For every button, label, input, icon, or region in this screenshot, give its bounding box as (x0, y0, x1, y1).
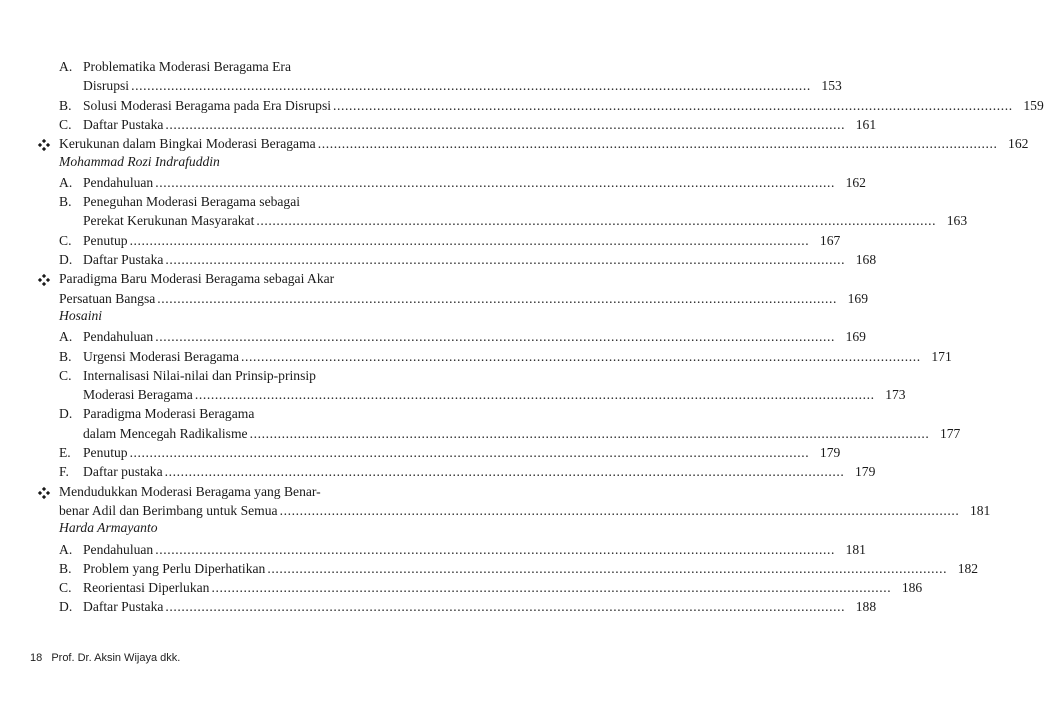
dot-leader (267, 559, 947, 578)
page-number: 163 (946, 213, 968, 229)
toc-entry (59, 443, 841, 462)
item-title: dalam Mencegah Radikalisme (83, 425, 248, 441)
item-title: Pendahuluan (83, 329, 154, 345)
item-title: Penutup (83, 445, 128, 460)
page-number: 162 (845, 174, 866, 190)
item-title: Daftar Pustaka (83, 599, 164, 615)
page-number: 188 (855, 599, 877, 615)
chapter-author: Mohammad Rozi Indrafuddin (59, 153, 220, 169)
item-letter: D. (59, 599, 73, 615)
item-letter: A. (59, 174, 73, 190)
item-title: Solusi Moderasi Beragama pada Era Disrupsi (83, 97, 332, 113)
page-number: 168 (855, 252, 877, 267)
toc-entry (59, 96, 1044, 115)
running-footer-text: Prof. Dr. Aksin Wijaya dkk. (51, 652, 181, 664)
item-letter: B. (59, 97, 72, 113)
dot-leader (165, 597, 845, 616)
toc-entry (83, 211, 968, 230)
dot-leader (130, 443, 810, 462)
item-letter: C. (59, 116, 72, 132)
toc-entry (83, 76, 842, 95)
chapter-author: Hosaini (59, 307, 103, 323)
item-title: Paradigma Moderasi Beragama (83, 406, 255, 422)
item-title: Daftar pustaka (83, 464, 163, 480)
diamond-bullet-icon (38, 273, 50, 285)
toc-entry (59, 192, 374, 211)
item-title: Penutup (83, 232, 128, 248)
item-letter: E. (59, 445, 71, 460)
toc-entry (59, 327, 866, 346)
item-title: Perekat Kerukunan Masyarakat (83, 213, 255, 229)
toc-entry (59, 115, 877, 134)
page-number: 161 (855, 116, 877, 132)
toc-entry (59, 404, 374, 423)
page-number: 181 (845, 541, 866, 557)
chapter-title-text: Kerukunan dalam Bingkai Moderasi Beragama (59, 136, 316, 152)
dot-leader (256, 211, 936, 230)
toc-entry (59, 578, 923, 597)
page-number: 173 (885, 387, 906, 403)
item-title: Pendahuluan (83, 174, 154, 190)
dot-leader (155, 173, 835, 192)
item-letter: B. (59, 194, 72, 210)
page-number: 167 (819, 232, 841, 248)
page-number: 169 (845, 329, 866, 345)
toc-entry (59, 250, 877, 269)
item-title: Urgensi Moderasi Beragama (83, 348, 240, 364)
chapter-title (59, 289, 868, 308)
page-number: 179 (819, 445, 841, 460)
item-letter: F. (59, 464, 69, 480)
item-title: Pendahuluan (83, 541, 154, 557)
item-letter: D. (59, 252, 73, 267)
dot-leader (165, 250, 845, 269)
dot-leader (241, 347, 921, 366)
item-title: Internalisasi Nilai-nilai dan Prinsip-prinsip (83, 367, 316, 383)
item-title: Reorientasi Diperlukan (83, 580, 210, 596)
item-title: Daftar Pustaka (83, 116, 164, 132)
toc-entry (59, 173, 866, 192)
dot-leader (130, 231, 810, 250)
toc-entry (59, 540, 866, 559)
page-number: 18 (30, 652, 43, 664)
page-number: 162 (1008, 136, 1029, 152)
toc-entry (59, 597, 877, 616)
item-title: Disrupsi (83, 78, 130, 94)
toc-entry (59, 231, 841, 250)
page-number: 177 (939, 425, 961, 441)
page-number: 153 (821, 78, 842, 94)
dot-leader (211, 578, 891, 597)
page-number: 181 (969, 502, 991, 518)
item-title: Problem yang Perlu Diperhatikan (83, 560, 266, 576)
page-footer (30, 652, 180, 664)
chapter-title-text: benar Adil dan Berimbang untuk Semua (59, 502, 278, 518)
toc-entry (83, 424, 961, 443)
item-title: Daftar Pustaka (83, 252, 164, 267)
dot-leader (165, 462, 845, 481)
item-letter: B. (59, 560, 72, 576)
dot-leader (250, 424, 930, 443)
toc-entry (59, 347, 952, 366)
toc-entry (59, 366, 374, 385)
diamond-bullet-icon (38, 486, 50, 498)
item-letter: A. (59, 329, 73, 345)
toc-entry (59, 559, 979, 578)
dot-leader (333, 96, 1013, 115)
chapter-title (59, 501, 991, 520)
item-title: Peneguhan Moderasi Beragama sebagai (83, 194, 301, 210)
item-title: Moderasi Beragama (83, 387, 193, 403)
toc-entry (59, 462, 876, 481)
page-number: 182 (957, 560, 979, 576)
chapter-title-text: Mendudukkan Moderasi Beragama yang Benar- (59, 483, 321, 499)
dot-leader (280, 501, 960, 520)
page-number: 186 (901, 580, 923, 596)
toc-entry (83, 385, 906, 404)
dot-leader (165, 115, 845, 134)
chapter-title-text: Persatuan Bangsa (59, 290, 156, 306)
item-letter: A. (59, 541, 73, 557)
dot-leader (195, 385, 875, 404)
chapter-title (59, 134, 1029, 153)
page-number: 159 (1023, 97, 1044, 113)
chapter-author: Harda Armayanto (59, 520, 158, 536)
item-letter: A. (59, 59, 73, 74)
item-letter: D. (59, 406, 73, 422)
dot-leader (157, 289, 837, 308)
dot-leader (155, 327, 835, 346)
chapter-title (59, 269, 374, 288)
item-title: Problematika Moderasi Beragama Era (83, 59, 291, 74)
page-number: 171 (931, 348, 952, 364)
toc-entry (59, 57, 374, 76)
item-letter: C. (59, 580, 72, 596)
chapter-title-text: Paradigma Baru Moderasi Beragama sebagai Akar (59, 271, 335, 287)
page-number: 169 (847, 290, 868, 306)
dot-leader (318, 134, 998, 153)
item-letter: C. (59, 232, 72, 248)
diamond-bullet-icon (38, 138, 50, 150)
page-number: 179 (854, 464, 876, 480)
dot-leader (155, 540, 835, 559)
item-letter: C. (59, 367, 72, 383)
dot-leader (131, 76, 811, 95)
chapter-title (59, 482, 374, 501)
item-letter: B. (59, 348, 72, 364)
